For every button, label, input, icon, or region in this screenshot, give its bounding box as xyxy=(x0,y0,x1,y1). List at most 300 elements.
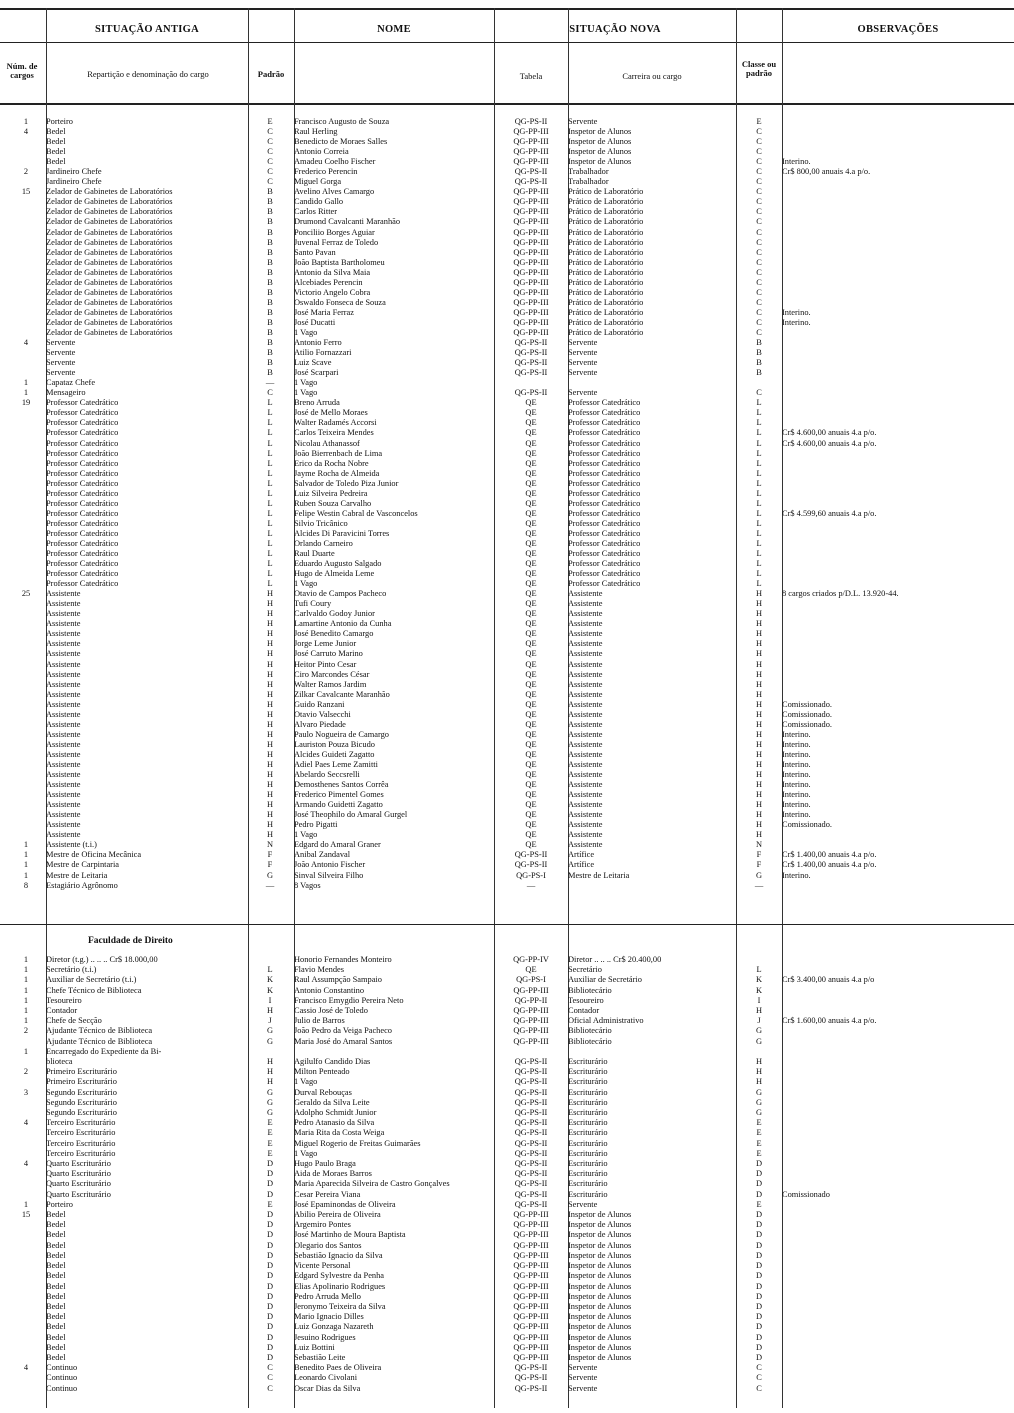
person-name: Guido Ranzani xyxy=(294,699,345,709)
person-name: Alvaro Piedade xyxy=(294,719,346,729)
person-name: Victorio Angelo Cobra xyxy=(294,287,371,297)
new-career: Assistente xyxy=(568,729,603,739)
old-position: Assistente xyxy=(46,729,81,739)
new-table: QG-PS-II xyxy=(514,1087,548,1097)
cargo-count xyxy=(6,1261,46,1271)
person-name: Breno Arruda xyxy=(294,398,340,408)
person-name: Abilio Pereira de Oliveira xyxy=(294,1210,381,1220)
observation xyxy=(782,1037,1010,1047)
cargo-count: 2 xyxy=(23,167,29,177)
new-table: QG-PP-III xyxy=(513,1301,549,1311)
table-row xyxy=(6,348,1010,358)
new-class: F xyxy=(756,860,762,870)
new-career: Professor Catedrático xyxy=(568,488,641,498)
table-row xyxy=(6,408,1010,418)
new-table: QE xyxy=(525,699,537,709)
person-name: 1 Vago xyxy=(294,830,318,840)
cargo-count: 4 xyxy=(23,127,29,137)
observation xyxy=(782,499,1010,509)
old-standard: L xyxy=(267,478,273,488)
new-table: QG-PP-III xyxy=(513,207,549,217)
new-table: QE xyxy=(525,609,537,619)
cargo-count xyxy=(6,1322,46,1332)
new-class: H xyxy=(755,749,763,759)
new-class: L xyxy=(756,428,762,438)
new-class: H xyxy=(755,820,763,830)
old-position: Bedel xyxy=(46,1332,66,1342)
old-standard: L xyxy=(267,448,273,458)
old-standard: G xyxy=(266,870,274,880)
new-class xyxy=(736,378,782,388)
cargo-count xyxy=(6,629,46,639)
observation: Cr$ 4.600,00 anuais 4.a p/o. xyxy=(782,438,877,448)
old-standard: C xyxy=(267,1373,273,1383)
observation: Interino. xyxy=(782,780,811,790)
new-table: QE xyxy=(525,659,537,669)
header-nome: NOME xyxy=(377,24,411,35)
new-class: E xyxy=(756,1148,762,1158)
person-name: Silvio Tricânico xyxy=(294,518,348,528)
old-position: Zelador de Gabinetes de Laboratórios xyxy=(46,297,173,307)
cargo-count: 1 xyxy=(23,860,29,870)
person-name: 1 Vago xyxy=(294,388,318,398)
observation xyxy=(782,609,1010,619)
new-table: QG-PS-II xyxy=(514,1179,548,1189)
person-name: Antonio Correia xyxy=(294,147,349,157)
new-class: I xyxy=(757,995,761,1005)
table-row xyxy=(6,509,1010,519)
person-name: Alcides Di Paravicini Torres xyxy=(294,528,390,538)
person-name: Ponciliio Borges Aguiar xyxy=(294,227,375,237)
new-career: Escriturário xyxy=(568,1148,608,1158)
old-standard: E xyxy=(267,117,273,126)
person-name: Antonio Ferro xyxy=(294,338,342,348)
new-career: Professor Catedrático xyxy=(568,458,641,468)
old-standard: B xyxy=(267,368,273,378)
new-career: Prático de Laboratório xyxy=(568,217,644,227)
old-position: Tesoureiro xyxy=(46,995,82,1005)
person-name: Cesar Pereira Viana xyxy=(294,1189,361,1199)
person-name: Adiel Paes Leme Zamitti xyxy=(294,760,378,769)
observation xyxy=(782,338,1010,348)
old-position: Professor Catedrático xyxy=(46,408,119,418)
old-position: Assistente xyxy=(46,780,81,790)
new-career: Assistente xyxy=(568,689,603,699)
person-name: Armando Guidetti Zagatto xyxy=(294,800,383,810)
cargo-count xyxy=(6,428,46,438)
table-row xyxy=(6,1190,1010,1200)
table-row xyxy=(6,268,1010,278)
old-standard: C xyxy=(267,147,273,157)
person-name: Pedro Pigatti xyxy=(294,820,338,830)
new-class: L xyxy=(756,965,762,975)
person-name: José Martinho de Moura Baptista xyxy=(294,1230,406,1240)
old-standard: H xyxy=(266,729,274,739)
new-table: QG-PS-II xyxy=(514,368,548,378)
new-table: QE xyxy=(525,428,537,438)
new-table xyxy=(494,378,568,388)
old-position: Bedel xyxy=(46,1312,66,1322)
table-row xyxy=(6,1322,1010,1332)
old-standard: E xyxy=(267,1128,273,1138)
cargo-count xyxy=(6,529,46,539)
new-career: Inspetor de Alunos xyxy=(568,1301,632,1311)
old-position: Assistente xyxy=(46,659,81,669)
new-career xyxy=(568,1047,736,1057)
old-standard: L xyxy=(267,428,273,438)
cargo-count xyxy=(6,1312,46,1322)
observation xyxy=(782,1169,1010,1179)
new-table: QG-PS-I xyxy=(516,870,546,880)
observation: Cr$ 4.600,00 anuais 4.a p/o. xyxy=(782,428,877,438)
table-row xyxy=(6,830,1010,840)
new-career: Inspetor de Alunos xyxy=(568,1230,632,1240)
old-standard: C xyxy=(267,137,273,147)
old-position: Assistente xyxy=(46,649,81,659)
old-position: Zelador de Gabinetes de Laboratórios xyxy=(46,307,173,317)
old-standard: B xyxy=(267,197,273,207)
new-career: Professor Catedrático xyxy=(568,569,641,579)
subheader-reparticao: Repartição e denominação do cargo xyxy=(87,69,209,79)
old-position: Professor Catedrático xyxy=(46,488,119,498)
person-name: Abelardo Seccsrelli xyxy=(294,770,360,780)
person-name: Heitor Pinto Cesar xyxy=(294,659,357,669)
person-name: Lamartine Antonio da Cunha xyxy=(294,619,392,629)
old-standard: L xyxy=(267,488,273,498)
observation xyxy=(782,955,1010,965)
new-career: Bibliotecário xyxy=(568,985,612,995)
new-table: QE xyxy=(525,498,537,508)
old-position: Bedel xyxy=(46,1291,66,1301)
new-class: G xyxy=(755,870,763,880)
person-name: Paulo Nogueira de Camargo xyxy=(294,729,389,739)
table-row xyxy=(6,1098,1010,1108)
new-class: C xyxy=(756,167,762,177)
new-career: Prático de Laboratório xyxy=(568,257,644,267)
new-class: H xyxy=(755,599,763,609)
old-position: Assistente xyxy=(46,669,81,679)
cargo-count xyxy=(6,1179,46,1189)
table-row xyxy=(6,439,1010,449)
new-class: C xyxy=(756,237,762,247)
person-name: José Maria Ferraz xyxy=(294,307,354,317)
cargo-count xyxy=(6,439,46,449)
new-career: Servente xyxy=(568,368,598,378)
table-row xyxy=(6,1333,1010,1343)
observation xyxy=(782,1384,1010,1394)
new-class: L xyxy=(756,498,762,508)
new-table: QE xyxy=(525,719,537,729)
cargo-count: 1 xyxy=(23,388,29,398)
new-class: L xyxy=(756,508,762,518)
new-table: QG-PP-III xyxy=(513,1036,549,1046)
person-name: Erico da Rocha Nobre xyxy=(294,458,369,468)
cargo-count xyxy=(6,308,46,318)
person-name: Walter Radamés Accorsi xyxy=(294,418,377,428)
new-class: — xyxy=(754,880,764,890)
table-row xyxy=(6,1261,1010,1271)
cargo-count xyxy=(6,770,46,780)
old-position: Capataz Chefe xyxy=(46,378,96,388)
old-standard: C xyxy=(267,127,273,137)
new-class: E xyxy=(756,1199,762,1209)
person-name: Elias Apolinario Rodrigues xyxy=(294,1281,386,1291)
person-name: Zilkar Cavalcante Maranhão xyxy=(294,689,390,699)
cargo-count xyxy=(6,660,46,670)
old-position: Zelador de Gabinetes de Laboratórios xyxy=(46,227,173,237)
person-name: 1 Vago xyxy=(294,579,318,589)
cargo-count xyxy=(6,649,46,659)
new-career: Professor Catedrático xyxy=(568,398,641,408)
old-position: Quarto Escriturário xyxy=(46,1169,111,1179)
new-career: Assistente xyxy=(568,669,603,679)
table-row xyxy=(6,700,1010,710)
table-row xyxy=(6,1006,1010,1016)
old-standard: L xyxy=(267,538,273,548)
new-table: QE xyxy=(525,840,537,850)
cargo-count xyxy=(6,368,46,378)
old-position: Mestre de Leitaria xyxy=(46,870,108,880)
cargo-count: 1 xyxy=(23,1199,29,1209)
person-name: Antonio da Silva Maia xyxy=(294,267,371,277)
cargo-count xyxy=(6,318,46,328)
new-class: D xyxy=(755,1250,763,1260)
new-class: L xyxy=(756,448,762,458)
new-class: L xyxy=(756,569,762,579)
observation: Cr$ 800,00 anuais 4.a p/o. xyxy=(782,167,871,177)
old-position: Professor Catedrático xyxy=(46,478,119,488)
cargo-count xyxy=(6,1139,46,1149)
old-standard: C xyxy=(267,167,273,177)
observation xyxy=(782,1271,1010,1281)
new-class: H xyxy=(755,589,763,599)
cargo-count xyxy=(6,800,46,810)
person-name: Hugo Paulo Braga xyxy=(294,1159,356,1169)
old-position: Primeiro Escriturário xyxy=(46,1077,117,1087)
new-table: QG-PP-III xyxy=(513,327,549,337)
new-class: G xyxy=(755,1097,763,1107)
person-name: Salvador de Toledo Piza Junior xyxy=(294,478,399,488)
cargo-count xyxy=(6,228,46,238)
old-position: Professor Catedrático xyxy=(46,579,119,589)
new-table: QE xyxy=(525,649,537,659)
new-career: Tesoureiro xyxy=(568,995,604,1005)
person-name: Ciro Marcondes César xyxy=(294,669,370,679)
person-name: Santo Pavan xyxy=(294,247,336,257)
header-situacao-nova: SITUAÇÃO NOVA xyxy=(569,24,661,35)
person-name: Edgard Sylvestre da Penha xyxy=(294,1271,385,1281)
observation: Comissionado. xyxy=(782,699,833,709)
observation xyxy=(782,1149,1010,1159)
person-name: Leonardo Civolani xyxy=(294,1373,358,1383)
old-standard: K xyxy=(266,985,274,995)
old-position: Continuo xyxy=(46,1363,78,1373)
old-position: Professor Catedrático xyxy=(46,538,119,548)
new-class: C xyxy=(756,1363,762,1373)
new-table: QG-PS-II xyxy=(514,1169,548,1179)
table-row xyxy=(6,609,1010,619)
person-name: Walter Ramos Jardim xyxy=(294,679,367,689)
person-name: Anibal Zandaval xyxy=(294,850,351,860)
new-class: C xyxy=(756,257,762,267)
new-career: Inspetor de Alunos xyxy=(568,1322,632,1332)
old-standard: L xyxy=(267,508,273,518)
old-standard: N xyxy=(266,840,274,850)
person-name: Candido Gallo xyxy=(294,197,344,207)
cargo-count xyxy=(6,217,46,227)
table-row xyxy=(6,1067,1010,1077)
person-name: Drumond Cavalcanti Maranhão xyxy=(294,217,401,227)
cargo-count: 4 xyxy=(23,338,29,348)
cargo-count xyxy=(6,408,46,418)
person-name: Jesuino Rodrigues xyxy=(294,1332,356,1342)
header-situacao-antiga: SITUAÇÃO ANTIGA xyxy=(95,24,199,35)
person-name: Tufi Coury xyxy=(294,599,332,609)
old-position: Assistente xyxy=(46,619,81,629)
observation xyxy=(782,1373,1010,1383)
new-class: H xyxy=(755,790,763,800)
cargo-count xyxy=(6,750,46,760)
new-career: Professor Catedrático xyxy=(568,528,641,538)
old-position: Assistente xyxy=(46,800,81,810)
new-class: G xyxy=(755,1026,763,1036)
new-class: H xyxy=(755,669,763,679)
observation: Cr$ 1.400,00 anuais 4.a p/o. xyxy=(782,850,877,860)
cargo-count xyxy=(6,670,46,680)
old-position: Continuo xyxy=(46,1383,78,1393)
new-table: QE xyxy=(525,820,537,830)
new-career: Prático de Laboratório xyxy=(568,197,644,207)
old-standard: D xyxy=(266,1220,274,1230)
table-row xyxy=(6,449,1010,459)
table-row xyxy=(6,519,1010,529)
table-row xyxy=(6,1241,1010,1251)
new-career: Prático de Laboratório xyxy=(568,207,644,217)
new-career: Escriturário xyxy=(568,1138,608,1148)
new-table: QG-PP-III xyxy=(513,237,549,247)
old-position: Assistente xyxy=(46,639,81,649)
old-position: Professor Catedrático xyxy=(46,508,119,518)
person-name: Raul Assumpção Sampaio xyxy=(294,975,382,985)
new-class xyxy=(736,955,782,965)
table-row xyxy=(6,1108,1010,1118)
old-position: Professor Catedrático xyxy=(46,549,119,559)
new-table: QE xyxy=(525,689,537,699)
old-position: Servente xyxy=(46,348,76,358)
new-career: Assistente xyxy=(568,830,603,840)
new-career: Inspetor de Alunos xyxy=(568,1291,632,1301)
observation xyxy=(782,569,1010,579)
observation xyxy=(782,965,1010,975)
person-name: Oswaldo Fonseca de Souza xyxy=(294,297,386,307)
new-career: Prático de Laboratório xyxy=(568,187,644,197)
new-career: Assistente xyxy=(568,599,603,609)
new-table: QG-PP-III xyxy=(513,197,549,207)
table-row xyxy=(6,318,1010,328)
new-class: C xyxy=(756,177,762,187)
person-name: Lauriston Pouza Bicudo xyxy=(294,739,375,749)
old-standard: D xyxy=(266,1179,274,1189)
new-career: Servente xyxy=(568,1363,598,1373)
person-name: Felipe Westin Cabral de Vasconcelos xyxy=(294,508,418,518)
new-class: E xyxy=(756,1118,762,1128)
old-standard: B xyxy=(267,327,273,337)
new-class: C xyxy=(756,147,762,157)
new-table: QG-PS-II xyxy=(514,348,548,358)
old-standard: C xyxy=(267,177,273,187)
new-table: QE xyxy=(525,800,537,810)
old-standard: D xyxy=(266,1250,274,1260)
observation xyxy=(782,1128,1010,1138)
new-table: QE xyxy=(525,528,537,538)
old-position: Chefe Técnico de Biblioteca xyxy=(46,985,142,995)
observation xyxy=(782,1026,1010,1036)
new-career: Inspetor de Alunos xyxy=(568,1271,632,1281)
cargo-count xyxy=(6,1169,46,1179)
new-class: D xyxy=(755,1332,763,1342)
old-standard: L xyxy=(267,398,273,408)
observation xyxy=(782,207,1010,217)
old-standard: H xyxy=(266,629,274,639)
person-name: 8 Vagos xyxy=(294,880,321,890)
table-row xyxy=(6,1077,1010,1087)
table-row xyxy=(6,1179,1010,1189)
cargo-count xyxy=(6,147,46,157)
cargo-count xyxy=(6,1128,46,1138)
table-row xyxy=(6,1149,1010,1159)
old-position: Assistente xyxy=(46,689,81,699)
table-row xyxy=(6,529,1010,539)
person-name: Miguel Gorga xyxy=(294,177,342,187)
old-standard: B xyxy=(267,257,273,267)
table-row xyxy=(6,975,1010,985)
new-career: Prático de Laboratório xyxy=(568,267,644,277)
person-name: Atilio Fornazzari xyxy=(294,348,352,358)
table-row xyxy=(6,1037,1010,1047)
new-class: H xyxy=(755,1006,763,1016)
old-position: Bedel xyxy=(46,1261,66,1271)
old-standard: D xyxy=(266,1342,274,1352)
new-table: QG-PS-II xyxy=(514,1118,548,1128)
cargo-count xyxy=(6,1057,46,1067)
new-table: QG-PS-II xyxy=(514,1108,548,1118)
observation xyxy=(782,449,1010,459)
new-career: Servente xyxy=(568,1383,598,1393)
new-table: QG-PP-III xyxy=(513,297,549,307)
person-name: Avelino Alves Camargo xyxy=(294,187,375,197)
observation: Interino. xyxy=(782,739,811,749)
observation: Interino. xyxy=(782,729,811,739)
cargo-count xyxy=(6,1230,46,1240)
cargo-count xyxy=(6,730,46,740)
new-table: QG-PP-III xyxy=(513,1342,549,1352)
observation xyxy=(782,398,1010,408)
new-class: H xyxy=(755,649,763,659)
table-row xyxy=(6,1169,1010,1179)
subheader-rule xyxy=(0,103,1014,105)
new-table: QE xyxy=(525,629,537,639)
observation xyxy=(782,1333,1010,1343)
new-career: Escriturário xyxy=(568,1169,608,1179)
observation xyxy=(782,619,1010,629)
new-class: H xyxy=(755,1057,763,1067)
old-standard: G xyxy=(266,1097,274,1107)
new-table: QG-PP-III xyxy=(513,317,549,327)
observation xyxy=(782,1241,1010,1251)
table-row xyxy=(6,338,1010,348)
new-career: Assistente xyxy=(568,800,603,810)
old-standard: H xyxy=(266,739,274,749)
